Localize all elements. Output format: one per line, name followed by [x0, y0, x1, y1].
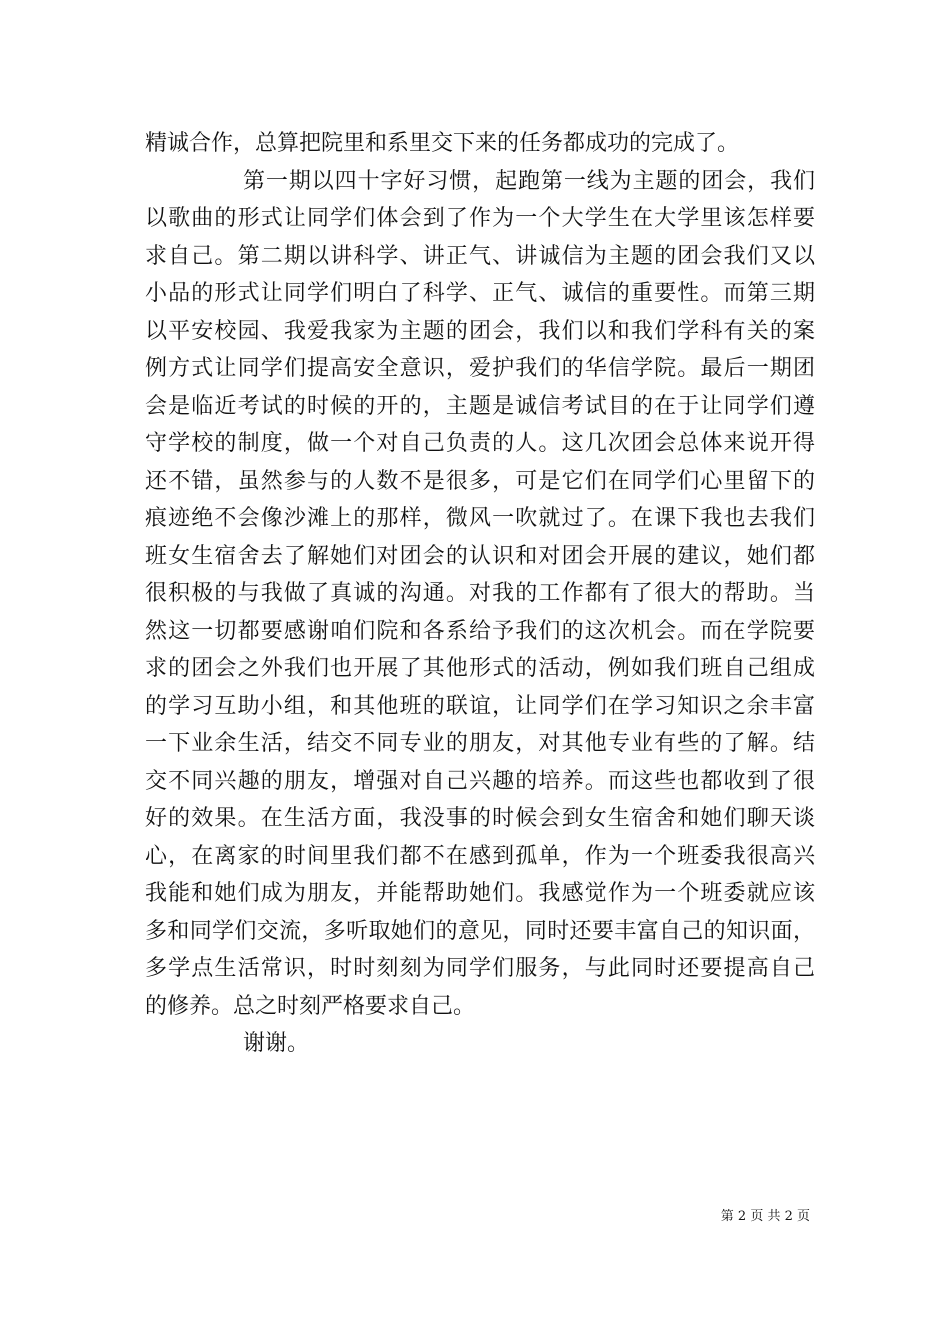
text-line: 例方式让同学们提高安全意识，爱护我们的华信学院。最后一期团 [145, 356, 815, 381]
text-line: 小品的形式让同学们明白了科学、正气、诚信的重要性。而第三期 [145, 281, 815, 306]
text-line: 求自己。第二期以讲科学、讲正气、讲诚信为主题的团会我们又以 [145, 243, 815, 269]
text-line: 一下业余生活，结交不同专业的朋友，对其他专业有些的了解。结 [145, 731, 815, 756]
text-line: 我能和她们成为朋友，并能帮助她们。我感觉作为一个班委就应该 [145, 881, 815, 906]
text-line: 的学习互助小组，和其他班的联谊，让同学们在学习知识之余丰富 [145, 693, 815, 719]
text-line: 痕迹绝不会像沙滩上的那样，微风一吹就过了。在课下我也去我们 [145, 506, 815, 531]
body-text [145, 125, 815, 1063]
text-line: 谢谢。 [243, 1031, 310, 1056]
text-line: 很积极的与我做了真诚的沟通。对我的工作都有了很大的帮助。当 [145, 581, 815, 606]
text-line: 精诚合作，总算把院里和系里交下来的任务都成功的完成了。 [145, 131, 740, 156]
paragraph [145, 125, 815, 163]
text-line: 好的效果。在生活方面，我没事的时候会到女生宿舍和她们聊天谈 [145, 806, 815, 831]
text-line: 心，在离家的时间里我们都不在感到孤单，作为一个班委我很高兴 [145, 843, 815, 869]
text-line: 然这一切都要感谢咱们院和各系给予我们的这次机会。而在学院要 [145, 618, 815, 644]
paragraph [145, 1025, 815, 1063]
text-line: 多和同学们交流，多听取她们的意见，同时还要丰富自己的知识面， [145, 918, 815, 944]
text-line: 以歌曲的形式让同学们体会到了作为一个大学生在大学里该怎样要 [145, 206, 815, 231]
text-line: 班女生宿舍去了解她们对团会的认识和对团会开展的建议，她们都 [145, 543, 815, 569]
text-line: 交不同兴趣的朋友，增强对自己兴趣的培养。而这些也都收到了很 [145, 768, 815, 794]
text-line: 求的团会之外我们也开展了其他形式的活动，例如我们班自己组成 [145, 656, 815, 681]
page-number-footer: 第 2 页 共 2 页 [720, 1209, 810, 1224]
text-line: 还不错，虽然参与的人数不是很多，可是它们在同学们心里留下的 [145, 468, 815, 494]
text-line: 的修养。总之时刻严格要求自己。 [145, 993, 476, 1019]
text-line: 多学点生活常识，时时刻刻为同学们服务，与此同时还要提高自己 [145, 956, 815, 981]
text-line: 以平安校园、我爱我家为主题的团会，我们以和我们学科有关的案 [145, 318, 815, 344]
paragraph [145, 163, 815, 1026]
text-line: 第一期以四十字好习惯，起跑第一线为主题的团会，我们 [243, 168, 815, 194]
text-line: 会是临近考试的时候的开的，主题是诚信考试目的在于让同学们遵 [145, 393, 815, 419]
text-line: 守学校的制度，做一个对自己负责的人。这几次团会总体来说开得 [145, 431, 815, 456]
